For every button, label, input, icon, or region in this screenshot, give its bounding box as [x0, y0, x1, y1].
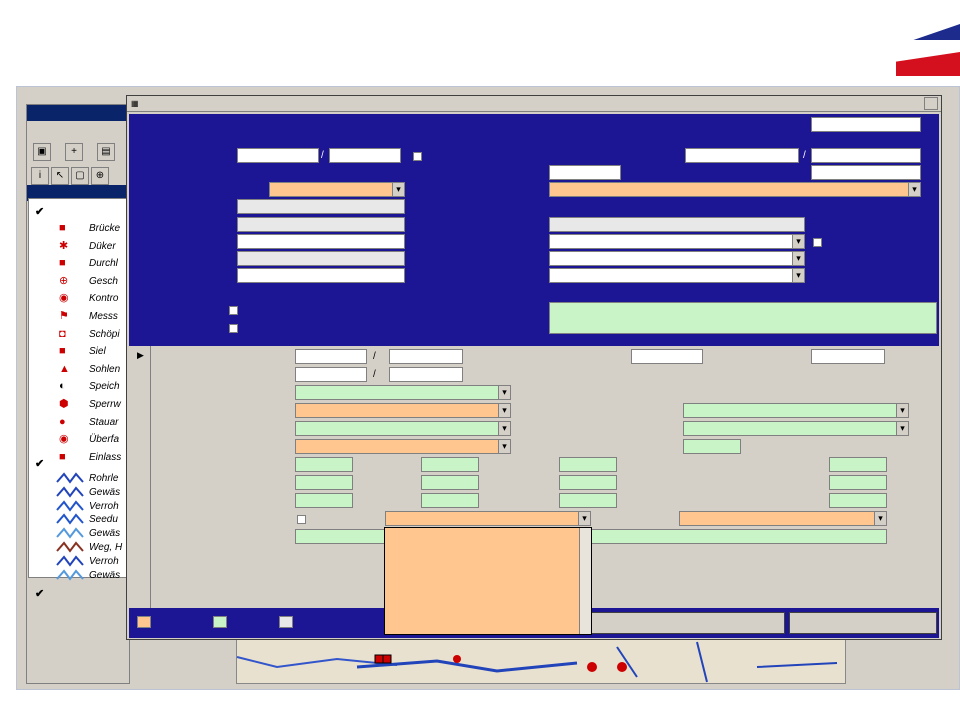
anlagenart-select[interactable]: [269, 182, 405, 197]
station-a-wbv-field[interactable]: [295, 349, 367, 364]
point-symbol-icon: ⬢: [59, 398, 69, 410]
linienfuehrung-select[interactable]: [295, 385, 511, 400]
select-icon[interactable]: ▢: [71, 167, 89, 185]
station-a-gis-field[interactable]: [685, 148, 799, 163]
pointer-icon[interactable]: ↖: [51, 167, 69, 185]
legend-entry: Seedu: [89, 514, 118, 526]
aufsicht-checkbox[interactable]: [229, 306, 238, 315]
anlagenunterart-select[interactable]: [549, 182, 921, 197]
slash-separator: /: [803, 150, 806, 161]
line-symbol-icon: [57, 542, 83, 552]
line-symbol-icon: [57, 514, 83, 524]
point-symbol-icon: ⚑: [59, 310, 69, 322]
beginn-field[interactable]: [683, 439, 741, 454]
table-of-contents[interactable]: [28, 198, 128, 600]
slash-separator: /: [373, 369, 376, 380]
boeschung-rechts-field[interactable]: [421, 493, 479, 508]
point-symbol-icon: ◘: [59, 327, 66, 340]
point-symbol-icon: ◉: [59, 433, 69, 446]
sohle-max-field[interactable]: [559, 475, 617, 490]
bemerkungen-field[interactable]: [549, 302, 937, 334]
legend-entry: Einlass: [89, 451, 122, 463]
legend-entry: Weg, H: [89, 542, 123, 553]
zoom-in-icon[interactable]: ⊕: [91, 167, 109, 185]
theme-checkbox[interactable]: ✔: [35, 458, 45, 470]
wassertiefe-field[interactable]: [829, 457, 887, 472]
gesperrt-swatch: [279, 616, 293, 628]
uferverbau-rechts-select[interactable]: [679, 511, 887, 526]
legend-entry: Stauar: [89, 416, 119, 428]
zweitverband-select[interactable]: [683, 403, 909, 418]
point-symbol-icon: ■: [59, 257, 66, 270]
legend-entry: Speich: [89, 381, 120, 393]
save-icon[interactable]: ▣: [33, 143, 51, 161]
laenge-wbv-field[interactable]: [631, 349, 703, 364]
point-symbol-icon: ◐: [59, 380, 66, 393]
boeschung-links-field[interactable]: [295, 493, 353, 508]
point-symbol-icon: ▲: [59, 362, 70, 375]
wsp-min-field[interactable]: [421, 457, 479, 472]
uferverbau-checkbox[interactable]: [297, 515, 306, 524]
gesamtlaenge-gis-field[interactable]: [811, 165, 921, 180]
line-symbol-icon: [57, 473, 83, 483]
legend-entry: Gewäs: [89, 486, 121, 498]
gewaesserkennzahl-field[interactable]: [237, 251, 405, 266]
verbandsnummer-field[interactable]: [237, 234, 405, 249]
line-symbol-icon: [57, 487, 83, 497]
laenge-gis-field[interactable]: [811, 349, 885, 364]
record-pointer-icon: ▶: [137, 350, 144, 360]
point-symbol-icon: ■: [59, 345, 66, 358]
uferverbau-links-select[interactable]: [385, 511, 591, 526]
legend-entry: Rohrle: [89, 473, 119, 484]
gefaelle-field[interactable]: [559, 493, 617, 508]
legend-entry: Schöpi: [89, 328, 120, 340]
point-symbol-icon: ■: [59, 450, 66, 463]
fliess-field[interactable]: [829, 493, 887, 508]
fischereiberechtigter-select[interactable]: [295, 421, 511, 436]
theme-checkbox[interactable]: ✔: [35, 206, 45, 218]
optional-swatch: [213, 616, 227, 628]
theme-checkbox[interactable]: ✔: [35, 588, 45, 600]
fischereiausuebung-select[interactable]: [683, 421, 909, 436]
app-icon: ▦: [131, 99, 139, 108]
gewaessernummer-field[interactable]: [237, 268, 405, 283]
add-theme-icon[interactable]: +: [65, 143, 83, 161]
wsp-mittel-field[interactable]: [295, 457, 353, 472]
map-features: [237, 637, 847, 685]
dialog-titlebar: [127, 96, 941, 112]
info-icon[interactable]: i: [31, 167, 49, 185]
record-selector[interactable]: [129, 346, 151, 608]
legend-entry: Düker: [89, 240, 116, 252]
station-b-gis-field[interactable]: [389, 367, 463, 382]
gesamtlaenge-wbv-field[interactable]: [549, 165, 621, 180]
station-b-wbv-field[interactable]: [329, 148, 401, 163]
line-symbol-icon: [57, 501, 83, 511]
anlagennummer-field[interactable]: [237, 199, 405, 214]
point-symbol-icon: ⊕: [59, 274, 69, 287]
gewaessername-nuis-select[interactable]: [549, 251, 805, 266]
map-view[interactable]: [236, 636, 846, 684]
uferverbau-dropdown-list[interactable]: [384, 527, 592, 635]
unterhaltung-select[interactable]: [295, 403, 511, 418]
dropdown-scrollbar[interactable]: [579, 528, 591, 634]
arcview-titlebar: [27, 105, 131, 121]
legend-entry: Verroh: [89, 500, 119, 512]
undo-changes-button[interactable]: [591, 612, 785, 634]
hauptverband-checkbox[interactable]: [813, 238, 822, 247]
point-symbol-icon: ■: [59, 222, 66, 234]
legend-entry: Sperrw: [89, 399, 121, 410]
table-icon[interactable]: ▤: [97, 143, 115, 161]
legend-entry: Siel: [89, 346, 106, 358]
ausbau-select[interactable]: [295, 439, 511, 454]
line-symbol-icon: [57, 528, 83, 538]
close-icon[interactable]: [924, 97, 938, 110]
sohle-mittel-field[interactable]: [295, 475, 353, 490]
legend-entry: Überfa: [89, 434, 120, 446]
slash-separator: /: [321, 150, 324, 161]
legend-entry: Durchl: [89, 258, 118, 270]
line-symbol-icon: [57, 556, 83, 566]
verbandsname-select[interactable]: [549, 234, 805, 249]
legend-entry: Verroh: [89, 555, 119, 567]
point-symbol-icon: ✱: [59, 239, 69, 252]
gewaessername-wbv-select[interactable]: [549, 268, 805, 283]
gewaessertyp-field[interactable]: [549, 217, 805, 232]
line-symbol-icon: [57, 570, 83, 580]
legend-entry: Gewäs: [89, 528, 121, 540]
close-button[interactable]: [789, 612, 937, 634]
legend-entry: Messs: [89, 311, 118, 322]
objektschluessel-field[interactable]: [811, 117, 921, 132]
station-a-wbv-field[interactable]: [237, 148, 319, 163]
muendung-checkbox[interactable]: [413, 152, 422, 161]
legend-entry: Sohlen: [89, 363, 121, 375]
einschnitt-field[interactable]: [829, 475, 887, 490]
legend-entry: Brücke: [89, 223, 121, 234]
station-b-wbv-field[interactable]: [389, 349, 463, 364]
legend-entry: Gewäs: [89, 569, 121, 581]
pflichtfeld-swatch: [137, 616, 151, 628]
point-symbol-icon: ◉: [59, 292, 69, 305]
station-b-gis-field[interactable]: [811, 148, 921, 163]
point-symbol-icon: ●: [59, 415, 66, 428]
station-a-gis-field[interactable]: [295, 367, 367, 382]
wsp-max-field[interactable]: [559, 457, 617, 472]
gebietskennzahl-field[interactable]: [237, 217, 405, 232]
legend-entry: Gesch: [89, 275, 118, 287]
slash-separator: /: [373, 351, 376, 362]
legend-entry: Kontro: [89, 293, 119, 305]
sohle-min-field[interactable]: [421, 475, 479, 490]
untergeordnet-checkbox[interactable]: [229, 324, 238, 333]
